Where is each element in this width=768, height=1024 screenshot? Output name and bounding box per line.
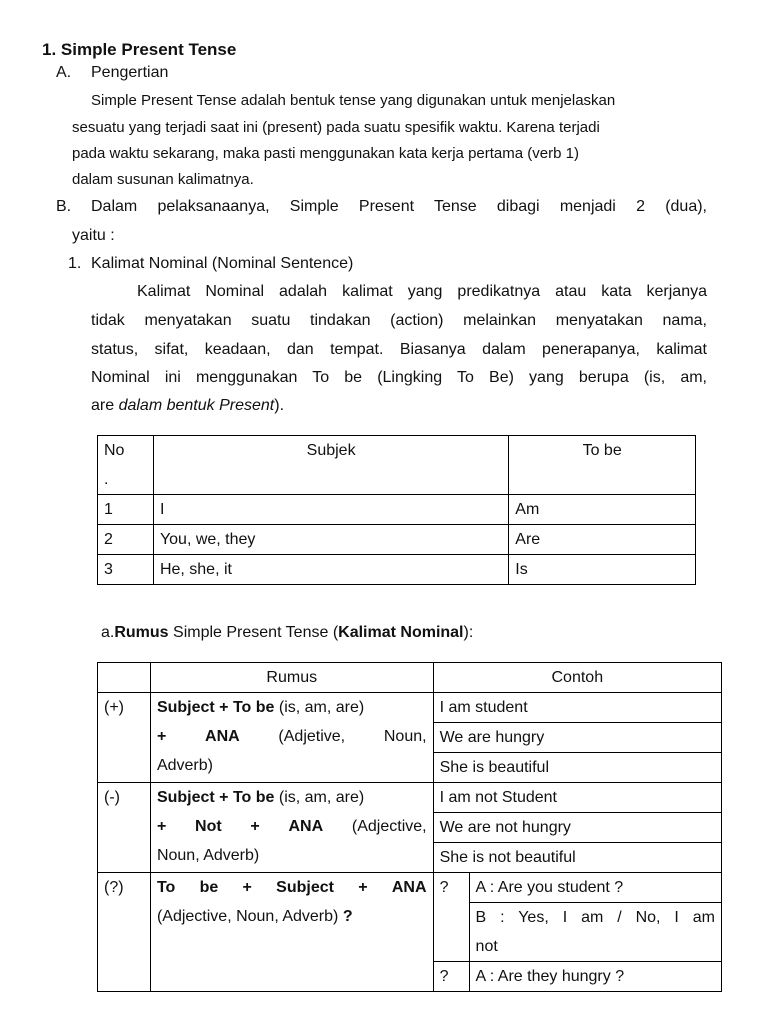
example-cell: I am student — [433, 693, 721, 723]
header-tobe: To be — [509, 436, 696, 495]
cell-no: 2 — [98, 525, 154, 555]
section-a-line: Simple Present Tense adalah bentuk tense yang digunakan untuk menjelaskan — [91, 92, 616, 109]
cell-tobe: Are — [509, 525, 696, 555]
rumus-text: Simple Present Tense ( — [168, 624, 339, 641]
nominal-last-italic: dalam bentuk Present — [118, 397, 275, 414]
section-a-line: pada waktu sekarang, maka pasti menggunakan kata kerja pertama (verb 1) — [72, 145, 579, 162]
sign-question: (?) — [98, 873, 151, 992]
rumus-negative: Subject + To be (is, am, are) + Not + ANA (Adjective, Noun, Adverb) — [150, 783, 433, 873]
example-cell: B : Yes, I am / No, I am not — [469, 903, 721, 962]
table-row — [98, 525, 696, 555]
nominal-title: Kalimat Nominal (Nominal Sentence) — [91, 255, 354, 272]
section-a-title: Pengertian — [91, 64, 169, 81]
sign-negative: (-) — [98, 783, 151, 873]
question-mark-cell: ? — [433, 873, 469, 962]
cell-no: 1 — [98, 495, 154, 525]
nominal-last-line — [91, 397, 284, 415]
tobe-table — [97, 435, 696, 585]
table-row — [98, 783, 722, 813]
cell-tobe: Is — [509, 555, 696, 585]
nominal-line: tidak menyatakan suatu tindakan (action) melainkan menyatakan nama, — [91, 312, 707, 329]
rumus-marker: a. — [101, 624, 115, 641]
sign-positive: (+) — [98, 693, 151, 783]
section-a-line: dalam susunan kalimatnya. — [72, 171, 254, 188]
example-cell: We are not hungry — [433, 813, 721, 843]
nominal-line: status, sifat, keadaan, dan tempat. Biasanya dalam penerapanya, kalimat — [91, 341, 707, 358]
example-cell: She is beautiful — [433, 753, 721, 783]
section-a-marker: A. — [56, 64, 72, 81]
table-row — [98, 555, 696, 585]
table-row — [98, 693, 722, 723]
rumus-heading — [101, 624, 473, 642]
section-a-line: sesuatu yang terjadi saat ini (present) pada suatu spesifik waktu. Karena terjadi — [72, 119, 600, 136]
header-contoh: Contoh — [433, 663, 721, 693]
nominal-marker: 1. — [68, 255, 82, 272]
rumus-question: To be + Subject + ANA (Adjective, Noun, Adverb) ? — [150, 873, 433, 992]
header-no: No . — [98, 436, 154, 495]
question-mark-cell: ? — [433, 962, 469, 992]
rumus-table — [97, 662, 722, 992]
header-subjek: Subjek — [153, 436, 508, 495]
example-cell: We are hungry — [433, 723, 721, 753]
rumus-text-2: ): — [463, 624, 474, 641]
cell-subjek: He, she, it — [153, 555, 508, 585]
table-header-row — [98, 663, 722, 693]
section-b-line: Dalam pelaksanaanya, Simple Present Tense dibagi menjadi 2 (dua), — [91, 198, 707, 215]
example-cell: A : Are they hungry ? — [469, 962, 721, 992]
cell-no: 3 — [98, 555, 154, 585]
cell-subjek: I — [153, 495, 508, 525]
rumus-bold: Rumus — [114, 624, 169, 641]
rumus-positive: Subject + To be (is, am, are) + ANA (Adjetive, Noun, Adverb) — [150, 693, 433, 783]
header-sign — [98, 663, 151, 693]
table-row — [98, 873, 722, 903]
example-cell: She is not beautiful — [433, 843, 721, 873]
table-row — [98, 495, 696, 525]
cell-tobe: Am — [509, 495, 696, 525]
header-rumus: Rumus — [150, 663, 433, 693]
nominal-last-prefix: are — [91, 397, 119, 414]
nominal-line: Kalimat Nominal adalah kalimat yang predikatnya atau kata kerjanya — [137, 283, 707, 300]
cell-subjek: You, we, they — [153, 525, 508, 555]
example-cell: I am not Student — [433, 783, 721, 813]
nominal-last-suffix: ). — [274, 397, 285, 414]
table-header-row — [98, 436, 696, 495]
page-title: 1. Simple Present Tense — [42, 40, 237, 59]
example-cell: A : Are you student ? — [469, 873, 721, 903]
nominal-line: Nominal ini menggunakan To be (Lingking To Be) yang berupa (is, am, — [91, 369, 707, 386]
section-b-line: yaitu : — [72, 227, 115, 244]
section-b-marker: B. — [56, 198, 72, 215]
rumus-bold-2: Kalimat Nominal — [338, 624, 464, 641]
